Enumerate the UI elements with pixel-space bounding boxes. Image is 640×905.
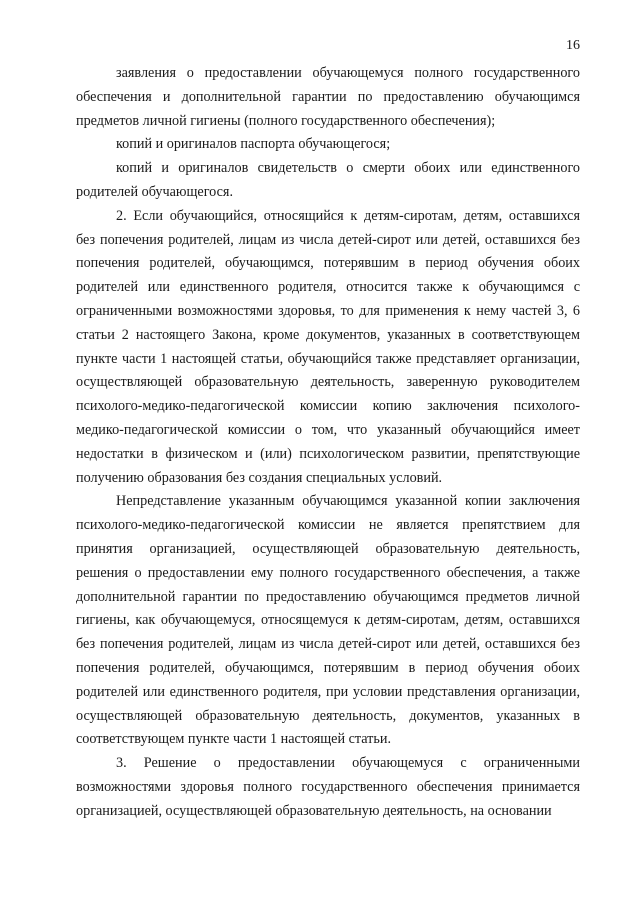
paragraph-non-submission: Непредставление указанным обучающимся указанной копии заключения психолого-медико-педагогической комиссии не является препятствием для принятия организацией, осуществляющей образовательную деятельность, решения о предоставлении ему полного государственного обеспечения, а также дополнительной гарантии по предоставлению обучающимся предметов личной гигиены, как обучающемуся, относящемуся к детям-сиротам, детям, оставшихся без попечения родителей, лицам из числа детей-сирот или детей, оставшихся без попечения родителей, обучающимся, потерявшим в период обучения обоих родителей или единственного родителя, при условии представления организации, осуществляющей образовательную деятельность, документов, указанных в соответствующем пункте части 1 настоящей статьи. <box>76 493 580 748</box>
paragraph-passport-copies: копий и оригиналов паспорта обучающегося; <box>116 136 391 153</box>
paragraph-section-3: 3. Решение о предоставлении обучающемуся с ограниченными возможностями здоровья полного государственного обеспечения принимается организацией, осуществляющей образовательную деятельность, на основании <box>76 755 580 819</box>
document-body <box>76 62 580 824</box>
page-number: 16 <box>566 38 580 53</box>
paragraph-section-2: 2. Если обучающийся, относящийся к детям-сиротам, детям, оставшихся без попечения родителей, лицам из числа детей-сирот или детей, оставшихся без попечения родителей, обучающимся, потерявшим в период обучения обоих родителей или единственного родителя, относится также к обучающимся с ограниченными возможностями здоровья, то для применения к нему частей 3, 6 статьи 2 настоящего Закона, кроме документов, указанных в соответствующем пункте части 1 настоящей статьи, обучающийся также представляет организации, осуществляющей образовательную деятельность, заверенную руководителем психолого-медико-педагогической комиссии копию заключения психолого-медико-педагогической комиссии о том, что указанный обучающийся имеет недостатки в физическом и (или) психологическом развитии, препятствующие получению образования без создания специальных условий. <box>76 207 580 486</box>
paragraph-death-certificates: копий и оригиналов свидетельств о смерти обоих или единственного родителей обучающегося. <box>76 160 580 200</box>
paragraph-application-statement: заявления о предоставлении обучающемуся полного государственного обеспечения и дополнительной гарантии по предоставлению обучающимся предметов личной гигиены (полного государственного обеспечения); <box>76 65 580 129</box>
